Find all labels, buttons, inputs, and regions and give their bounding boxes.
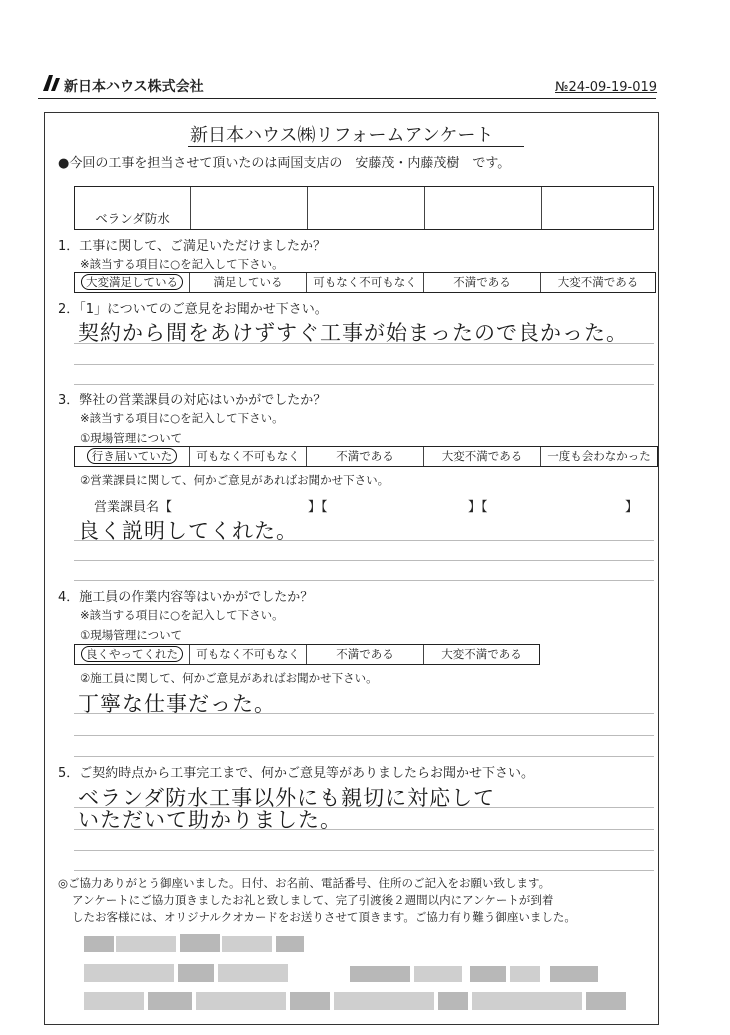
q3-option[interactable]: 可もなく不可もなく (189, 447, 306, 466)
answer-line (74, 870, 654, 871)
work-cell (425, 187, 542, 229)
answer-line (74, 829, 654, 830)
q4-answer: 丁寧な仕事だった。 (78, 692, 276, 716)
staff-name-label: 営業課員名【 (94, 500, 173, 515)
staff-bracket: 】【 (308, 500, 328, 515)
q1-options (74, 272, 656, 293)
answer-line (74, 364, 654, 365)
footer-line1: ◎ご協力ありがとう御座いました。日付、お名前、電話番号、住所のご記入をお願い致します。 (58, 876, 551, 890)
work-cell (308, 187, 425, 229)
answer-line (74, 384, 654, 385)
work-type-table (74, 186, 654, 230)
footer-line2: アンケートにご協力頂きましたお礼と致しまして、完了引渡後２週間以内にアンケートが到着 (72, 893, 554, 907)
work-cell (191, 187, 308, 229)
answer-line (74, 580, 654, 581)
staff-bracket: 】 (625, 500, 639, 515)
q3-answer: 良く説明してくれた。 (78, 519, 298, 543)
q3-option[interactable]: 一度も会わなかった (540, 447, 657, 466)
q1-option-selected[interactable]: 大変満足している (75, 273, 189, 292)
q3-sub2: ②営業課員に関して、何かご意見があればお聞かせ下さい。 (80, 473, 390, 487)
answer-line (74, 343, 654, 344)
answer-line (74, 756, 654, 757)
title-underline (188, 146, 524, 147)
q5-question: 5．ご契約時点から工事完工まで、何かご意見等がありましたらお聞かせ下さい。 (58, 766, 535, 781)
q1-question: 1．工事に関して、ご満足いただけましたか？ (58, 239, 327, 254)
work-cell (542, 187, 653, 229)
q1-instruction: ※該当する項目に○を記入して下さい。 (80, 257, 284, 271)
q1-option[interactable]: 大変不満である (540, 273, 655, 292)
q1-option[interactable]: 満足している (189, 273, 306, 292)
work-cell: ベランダ防水 (75, 187, 191, 229)
q3-sub1: ①現場管理について (80, 431, 183, 445)
q3-instruction: ※該当する項目に○を記入して下さい。 (80, 411, 284, 425)
redacted-customer-info (70, 928, 660, 1023)
q4-instruction: ※該当する項目に○を記入して下さい。 (80, 608, 284, 622)
q4-option[interactable]: 大変不満である (423, 645, 539, 664)
q3-option[interactable]: 不満である (306, 447, 423, 466)
q4-sub2: ②施工員に関して、何かご意見があればお聞かせ下さい。 (80, 671, 378, 685)
q4-options (74, 644, 540, 665)
q3-question: 3．弊社の営業課員の対応はいかがでしたか？ (58, 393, 327, 408)
answer-line (74, 850, 654, 851)
answer-line (74, 713, 654, 714)
company-name: 新日本ハウス株式会社 (64, 79, 204, 95)
answer-line (74, 735, 654, 736)
header-rule (38, 98, 656, 99)
q3-option[interactable]: 大変不満である (423, 447, 540, 466)
q4-question: 4．施工員の作業内容等はいかがでしたか？ (58, 590, 314, 605)
footer-line3: したお客様には、オリジナルクオカードをお送りさせて頂きます。ご協力有り難う御座いました。 (72, 910, 576, 924)
q4-sub1: ①現場管理について (80, 628, 183, 642)
q3-options (74, 446, 658, 467)
q5-answer-line2: いただいて助かりました。 (78, 808, 342, 832)
logo-mark-icon (40, 72, 62, 94)
q2-answer: 契約から間をあけずすぐ工事が始まったので良かった。 (78, 321, 628, 345)
q1-option[interactable]: 可もなく不可もなく (306, 273, 423, 292)
q4-option-selected[interactable]: 良くやってくれた (75, 645, 189, 664)
staff-bracket: 】【 (468, 500, 488, 515)
q5-answer-line1: ベランダ防水工事以外にも親切に対応して (78, 786, 496, 810)
q4-option[interactable]: 可もなく不可もなく (189, 645, 306, 664)
document-number: №24-09-19-019 (555, 80, 658, 95)
q3-option-selected[interactable]: 行き届いていた (75, 447, 189, 466)
answer-line (74, 540, 654, 541)
survey-title: 新日本ハウス㈱リフォームアンケート (190, 125, 494, 146)
q4-option[interactable]: 不満である (306, 645, 423, 664)
q1-option[interactable]: 不満である (423, 273, 540, 292)
intro-text: ●今回の工事を担当させて頂いたのは両国支店の 安藤茂・内藤茂樹 です。 (58, 156, 511, 171)
answer-line (74, 560, 654, 561)
company-logo (40, 72, 62, 94)
q2-question: 2．「1」についてのご意見をお聞かせ下さい。 (58, 302, 328, 317)
